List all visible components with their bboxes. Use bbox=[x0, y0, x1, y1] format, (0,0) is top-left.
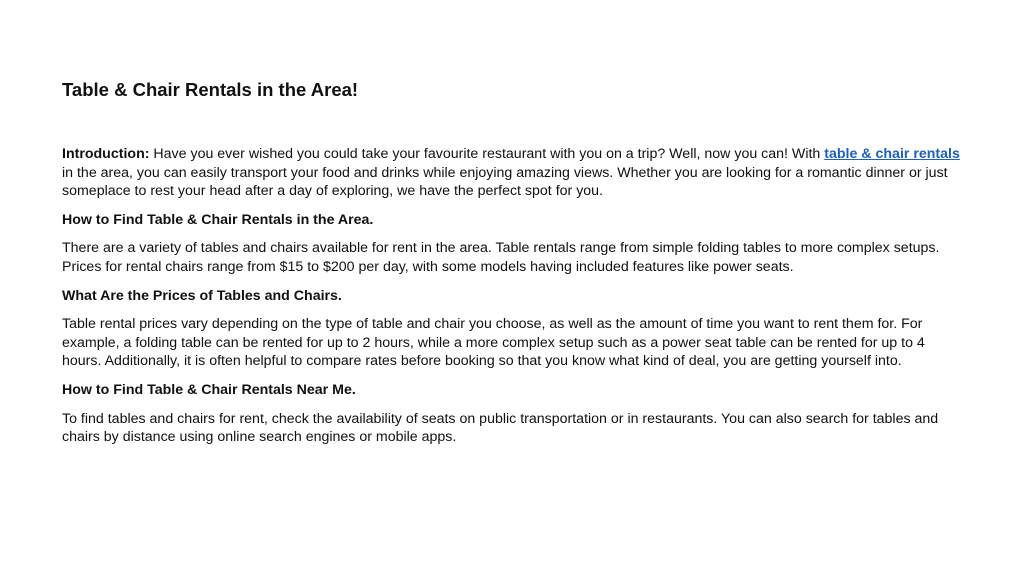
section-heading-find-rentals: How to Find Table & Chair Rentals in the Area. bbox=[62, 211, 374, 228]
intro-label: Introduction: bbox=[62, 146, 150, 162]
section-body-find-rentals: There are a variety of tables and chairs available for rent in the area. Table rentals range from simple folding tables to more complex setups. Prices for rental chairs range from $15 to $200 per day, with some models having included features like power seats. bbox=[62, 240, 940, 275]
article-body bbox=[62, 145, 962, 447]
section-body-prices: Table rental prices vary depending on the type of table and chair you choose, as well as the amount of time you want to rent them for. For example, a folding table can be rented for up to 2 hours, while a more complex setup such as a power seat table can be rented for up to 4 hours. Additionally, it is often helpful to compare rates before booking so that you know what kind of deal, you are getting yourself into. bbox=[62, 316, 925, 370]
table-chair-rentals-link[interactable]: table & chair rentals bbox=[824, 146, 960, 162]
intro-paragraph bbox=[62, 145, 962, 201]
section-body-near-me: To find tables and chairs for rent, check the availability of seats on public transportation or in restaurants. You can also search for tables and chairs by distance using online search engines or mobile apps. bbox=[62, 410, 939, 446]
section-heading-near-me: How to Find Table & Chair Rentals Near Me. bbox=[62, 381, 356, 398]
intro-text-after: in the area, you can easily transport your food and drinks while enjoying amazing views. Whether you are looking for a romantic dinner or just someplace to rest your head after a day of exploring, we have the perfect spot for you. bbox=[62, 164, 948, 200]
page-title: Table & Chair Rentals in the Area! bbox=[62, 79, 359, 100]
intro-text-before: Have you ever wished you could take your favourite restaurant with you on a trip? Well, now you can! With bbox=[149, 146, 825, 162]
section-heading-prices: What Are the Prices of Tables and Chairs. bbox=[62, 287, 342, 304]
